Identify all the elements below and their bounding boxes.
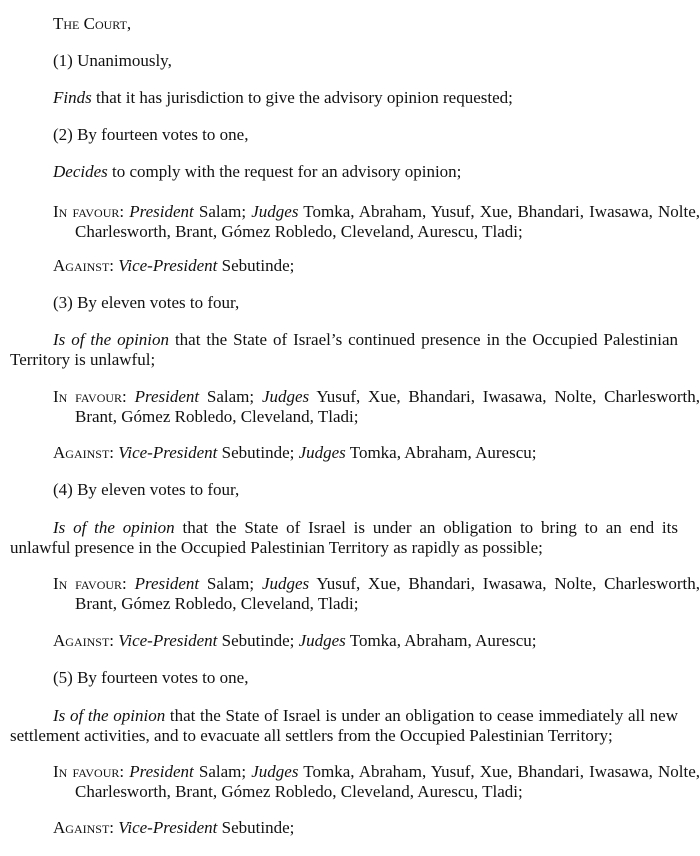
clause-2-in-favour: In favour: President Salam; Judges Tomka, Abraham, Yusuf, Xue, Bhandari, Iwasawa, Nolte, Charlesworth, Brant, Gómez Robledo, Cleveland, Aurescu, Tladi;: [53, 202, 700, 241]
clause-3-against: Against: Vice-President Sebutinde; Judges Tomka, Abraham, Aurescu;: [53, 443, 537, 462]
clause-5-against: Against: Vice-President Sebutinde;: [53, 818, 295, 837]
clause-5-heading: (5) By fourteen votes to one,: [53, 668, 249, 687]
clause-4-operative: Is of the opinion that the State of Israel is under an obligation to bring to an end its unlawful presence in the Occupied Palestinian Territory as rapidly as possible;: [10, 518, 678, 557]
clause-2-heading: (2) By fourteen votes to one,: [53, 125, 249, 144]
clause-3-heading: (3) By eleven votes to four,: [53, 293, 240, 312]
court-heading: The Court,: [53, 14, 132, 33]
clause-1-heading: (1) Unanimously,: [53, 51, 172, 70]
clause-5-in-favour: In favour: President Salam; Judges Tomka, Abraham, Yusuf, Xue, Bhandari, Iwasawa, Nolte, Charlesworth, Brant, Gómez Robledo, Cleveland, Aurescu, Tladi;: [53, 762, 700, 801]
clause-2-against: Against: Vice-President Sebutinde;: [53, 256, 295, 275]
clause-4-heading: (4) By eleven votes to four,: [53, 480, 240, 499]
clause-3-in-favour: In favour: President Salam; Judges Yusuf, Xue, Bhandari, Iwasawa, Nolte, Charlesworth, Brant, Gómez Robledo, Cleveland, Tladi;: [53, 387, 700, 426]
clause-2-operative: Decides to comply with the request for an advisory opinion;: [53, 162, 462, 181]
clause-4-against: Against: Vice-President Sebutinde; Judges Tomka, Abraham, Aurescu;: [53, 631, 537, 650]
clause-4-in-favour: In favour: President Salam; Judges Yusuf, Xue, Bhandari, Iwasawa, Nolte, Charlesworth, Brant, Gómez Robledo, Cleveland, Tladi;: [53, 574, 700, 613]
clause-3-operative: Is of the opinion that the State of Israel’s continued presence in the Occupied Palestinian Territory is unlawful;: [10, 330, 678, 369]
clause-1-operative: Finds that it has jurisdiction to give the advisory opinion requested;: [53, 88, 513, 107]
clause-5-operative: Is of the opinion that the State of Israel is under an obligation to cease immediately all new settlement activities, and to evacuate all settlers from the Occupied Palestinian Territory;: [10, 706, 678, 745]
